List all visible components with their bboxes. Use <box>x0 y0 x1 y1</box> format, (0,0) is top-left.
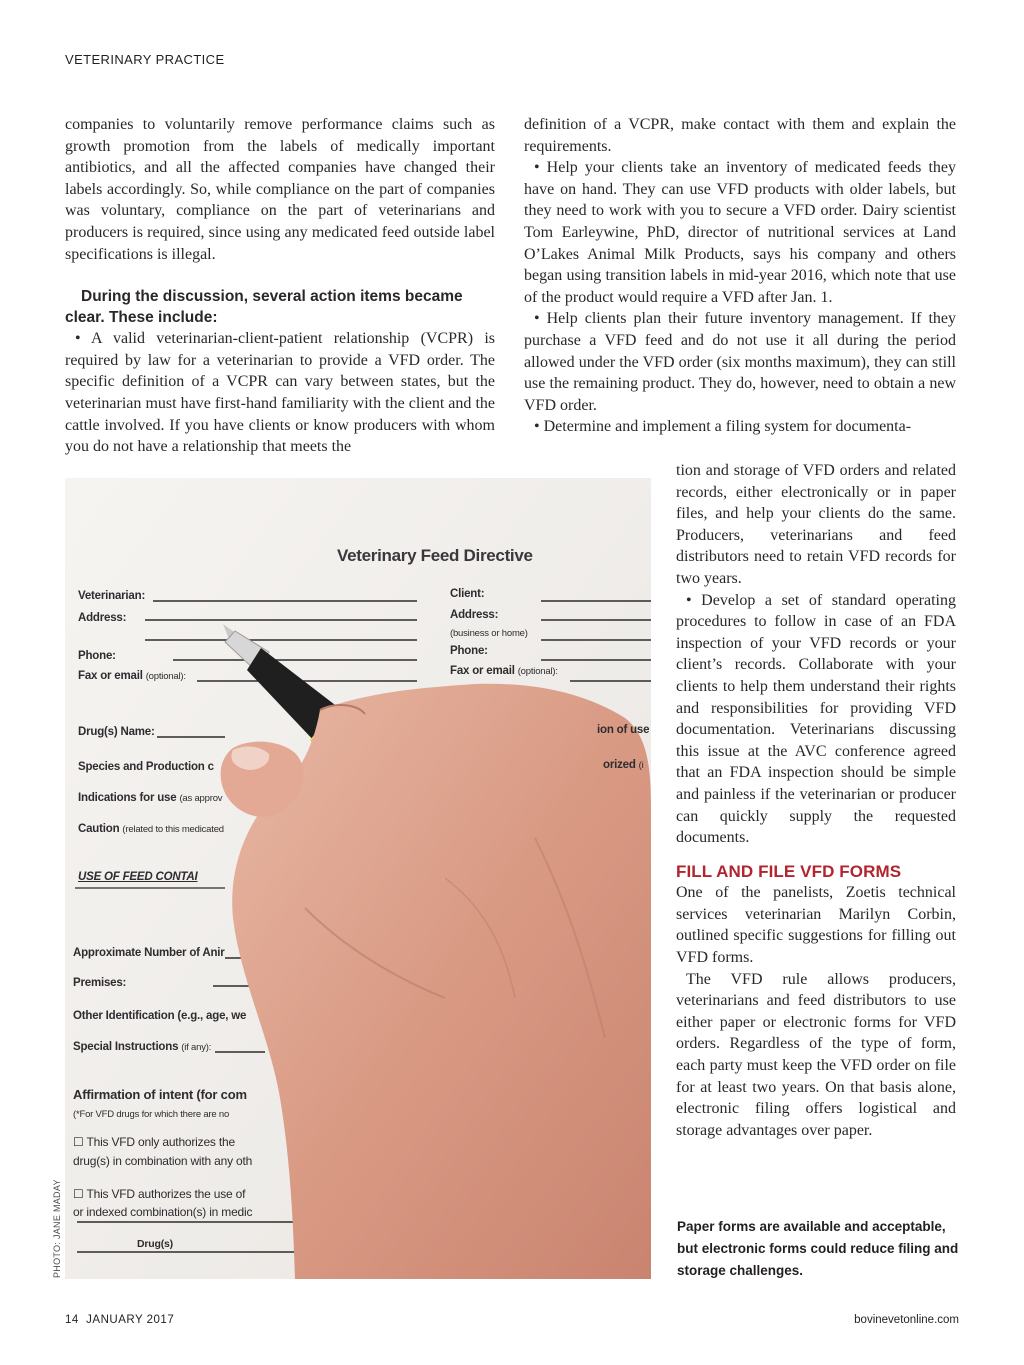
form-label-client-optional: (optional): <box>517 666 558 677</box>
form-label-indications <box>78 792 222 804</box>
form-label-drug-name: Drug(s) Name: <box>78 726 155 738</box>
form-label-indications-small: (as approv <box>179 793 223 804</box>
form-label-affirmation-note: (*For VFD drugs for which there are no <box>73 1109 230 1120</box>
form-label-affirmation: Affirmation of intent (for com <box>73 1087 247 1102</box>
bullet-sop: • Develop a set of standard operating procedures to follow in case of an FDA inspection of your VFD records or your client’s records. Collaborate with your clients to help them understand their rights and responsibilities for providing VFD documentation. Veterinarians discussing this issue at the AVC conference agreed that an FDA inspection should be simple and painless if the veterinarian or producer can quickly supply the requested documents. <box>676 591 956 847</box>
form-label-address: Address: <box>78 612 127 624</box>
article-column-right <box>524 114 956 438</box>
form-label-fax-text: Fax or email <box>78 670 143 682</box>
form-checkbox-1b: drug(s) in combination with any oth <box>73 1154 253 1168</box>
subheading: FILL AND FILE VFD FORMS <box>676 861 902 881</box>
form-label-caution <box>78 823 224 835</box>
form-label-client: Client: <box>450 588 485 600</box>
footer-website: bovinevetonline.com <box>854 1314 959 1326</box>
bullet-filing-system-continued: tion and storage of VFD orders and related records, either electronically or in paper files, and help your clients do the same. Producers, veterinarians and feed distributors need to retain VFD records for two years. <box>676 462 956 587</box>
action-items-lead: During the discussion, several action items became clear. These include: <box>65 288 463 327</box>
form-label-premises: Premises: <box>73 977 127 989</box>
form-checkbox-1a: ☐ This VFD only authorizes the <box>73 1135 235 1149</box>
form-fragment-right-2-text: orized <box>603 759 636 771</box>
vfd-form-photo <box>65 478 651 1279</box>
form-label-approx-number: Approximate Number of Anir <box>73 947 225 959</box>
form-label-phone: Phone: <box>78 650 116 662</box>
form-label-fax <box>78 670 186 682</box>
form-label-use-of-feed: USE OF FEED CONTAI <box>78 871 198 883</box>
form-fragment-right-2 <box>603 759 644 771</box>
form-label-client-address: Address: <box>450 609 499 621</box>
form-label-other-id: Other Identification (e.g., age, we <box>73 1010 247 1022</box>
form-fragment-right-1: ion of use <box>597 724 650 736</box>
form-label-caution-small: (related to this medicated <box>122 824 224 835</box>
paragraph: The VFD rule allows producers, veterinarians and feed distributors to use either paper or electronic forms for VFD orders. Regardless of the type of form, each party must keep the VFD order on file for at least two years. On that basis alone, electronic filing offers logistical and storage advantages over paper. <box>676 970 956 1139</box>
photo-credit: PHOTO: JANE MADAY <box>52 1179 62 1278</box>
form-label-client-fax <box>450 665 558 677</box>
form-table-drug-header: Drug(s) <box>137 1238 173 1250</box>
form-checkbox-2b: or indexed combination(s) in medic <box>73 1205 253 1219</box>
bullet-vcpr: • A valid veterinarian-client-patient relationship (VCPR) is required by law for a veterinarian to provide a VFD order. The specific definition of a VCPR can vary between states, but the veterinarian must have first-hand familiarity with the client and the cattle involved. If you have clients or know producers with whom you do not have a relationship that meets the <box>65 330 495 456</box>
form-label-special <box>73 1041 211 1053</box>
bullet-inventory: • Help your clients take an inventory of medicated feeds they have on hand. They can use VFD products with older labels, but they need to work with you to secure a VFD order. Dairy scientist Tom Earleywine, PhD, director of nutritional services at Land O’Lakes Animal Milk Products, says his company and others began using transition labels in mid-year 2016, which note that use of the product would require a VFD after Jan. 1. <box>524 159 956 306</box>
paragraph: One of the panelists, Zoetis technical services veterinarian Marilyn Corbin, outlined specific suggestions for filling out VFD forms. <box>676 884 956 967</box>
section-label: VETERINARY PRACTICE <box>65 52 225 67</box>
article-column-left <box>65 114 495 458</box>
form-label-special-text: Special Instructions <box>73 1041 179 1053</box>
footer-page-date: 14 JANUARY 2017 <box>65 1314 175 1326</box>
paragraph: companies to voluntarily remove performance claims such as growth promotion from the labels of medically important antibiotics, and all the affected companies have changed their labels accordingly. So, while compliance on the part of companies was voluntary, compliance on the part of veterinarians and producers is required, since using any medicated feed outside label specifications is illegal. <box>65 116 495 263</box>
form-title: Veterinary Feed Directive <box>337 546 533 565</box>
photo-caption: Paper forms are available and acceptable, but electronic forms could reduce filing and storage challenges. <box>677 1219 959 1278</box>
form-label-caution-text: Caution <box>78 823 120 835</box>
form-label-optional: (optional): <box>145 671 186 682</box>
bullet-filing-system-start: • Determine and implement a filing system for documenta- <box>534 418 912 436</box>
form-fragment-right-2-small: (i <box>638 760 644 771</box>
form-label-special-small: (if any): <box>181 1042 212 1053</box>
bullet-inventory-management: • Help clients plan their future inventory management. If they purchase a VFD feed and do not use it all during the period allowed under the VFD order (six months maximum), they can still use the remaining product. They do, however, need to obtain a new VFD order. <box>524 310 956 414</box>
article-column-right-lower <box>676 460 956 1141</box>
form-label-client-fax-text: Fax or email <box>450 665 515 677</box>
form-label-business-home: (business or home) <box>450 628 528 639</box>
form-label-indications-text: Indications for use <box>78 792 177 804</box>
form-label-client-phone: Phone: <box>450 645 488 657</box>
form-checkbox-2a: ☐ This VFD authorizes the use of <box>73 1187 246 1201</box>
form-label-veterinarian: Veterinarian: <box>78 590 146 602</box>
form-label-species: Species and Production c <box>78 761 214 773</box>
paragraph-continued: definition of a VCPR, make contact with them and explain the requirements. <box>524 116 956 155</box>
